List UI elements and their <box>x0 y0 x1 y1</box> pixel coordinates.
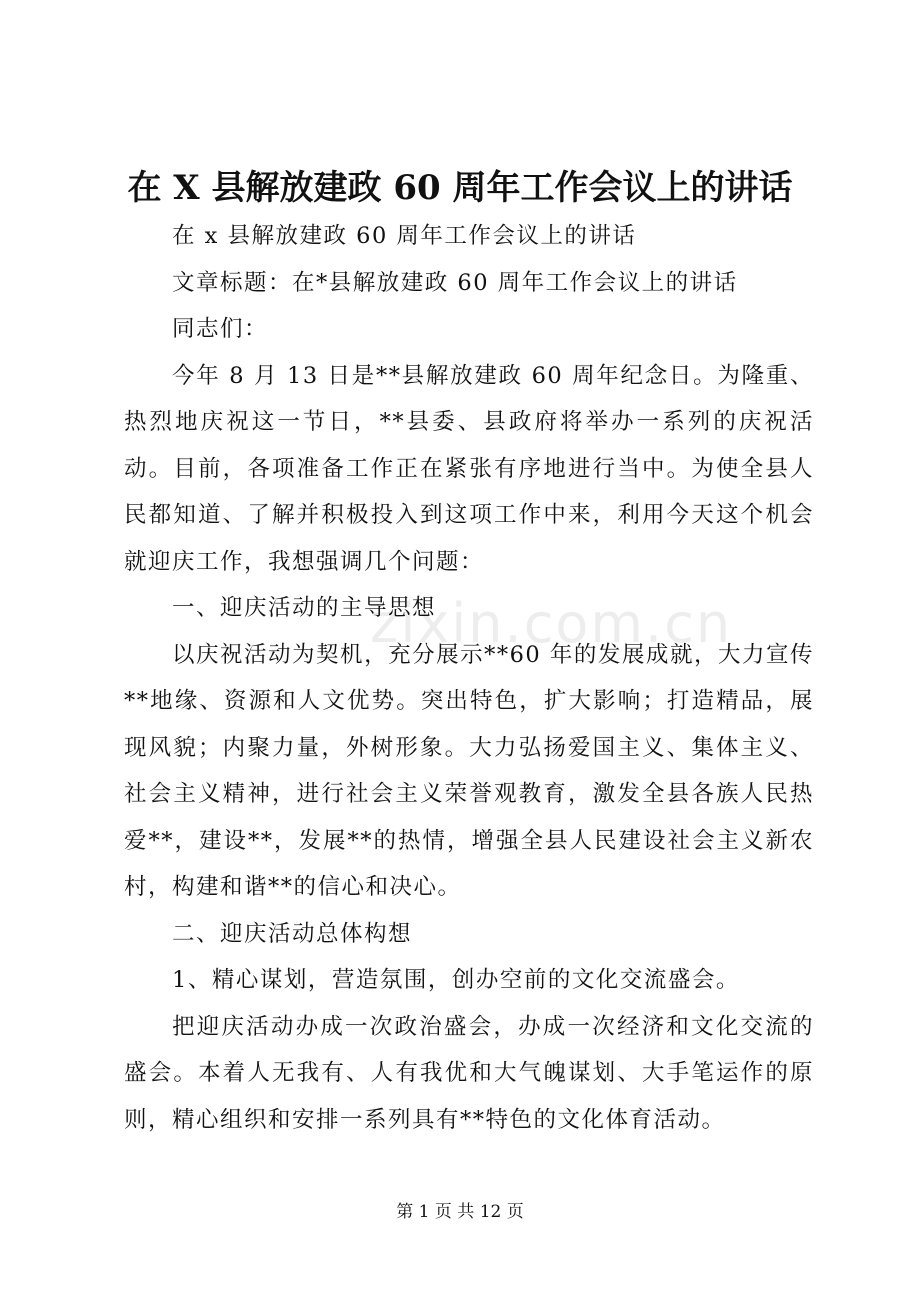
paragraph-salutation: 同志们： <box>172 316 269 342</box>
document-title: 在 X 县解放建政 60 周年工作会议上的讲话 <box>127 168 793 208</box>
document-body <box>124 213 814 1143</box>
section-heading-1: 一、迎庆活动的主导思想 <box>172 595 437 621</box>
paragraph-subtitle: 在 x 县解放建政 60 周年工作会议上的讲话 <box>172 223 637 249</box>
paragraph-article-title: 文章标题：在*县解放建政 60 周年工作会议上的讲话 <box>172 269 738 296</box>
watermark: zixin.com.cn <box>370 592 733 655</box>
paragraph-section-1: 以庆祝活动为契机，充分展示**60 年的发展成就，大力宣传**地缘、资源和人文优势。突出特色，扩大影响；打造精品，展现风貌；内聚力量，外树形象。大力弘扬爱国主义、集体主义、社会主义精神，进行社会主义荣誉观教育，激发全县各族人民热爱**，建设**，发展**的热情，增强全县人民建设社会主义新农村，构建和谐**的信心和决心。 <box>124 641 814 900</box>
subsection-heading-1: 1、精心谋划，营造氛围，创办空前的文化交流盛会。 <box>172 967 740 993</box>
paragraph-subsection-1: 把迎庆活动办成一次政治盛会，办成一次经济和文化交流的盛会。本着人无我有、人有我优和大气魄谋划、大手笔运作的原则，精心组织和安排一系列具有**特色的文化体育活动。 <box>124 1013 814 1133</box>
page-footer: 第 1 页 共 12 页 <box>396 1202 524 1222</box>
paragraph-intro: 今年 8 月 13 日是**县解放建政 60 周年纪念日。为隆重、热烈地庆祝这一节日，**县委、县政府将举办一系列的庆祝活动。目前，各项准备工作正在紧张有序地进行当中。为使全县人民都知道、了解并积极投入到这项工作中来，利用今天这个机会就迎庆工作，我想强调几个问题： <box>124 362 814 575</box>
section-heading-2: 二、迎庆活动总体构想 <box>172 920 413 947</box>
